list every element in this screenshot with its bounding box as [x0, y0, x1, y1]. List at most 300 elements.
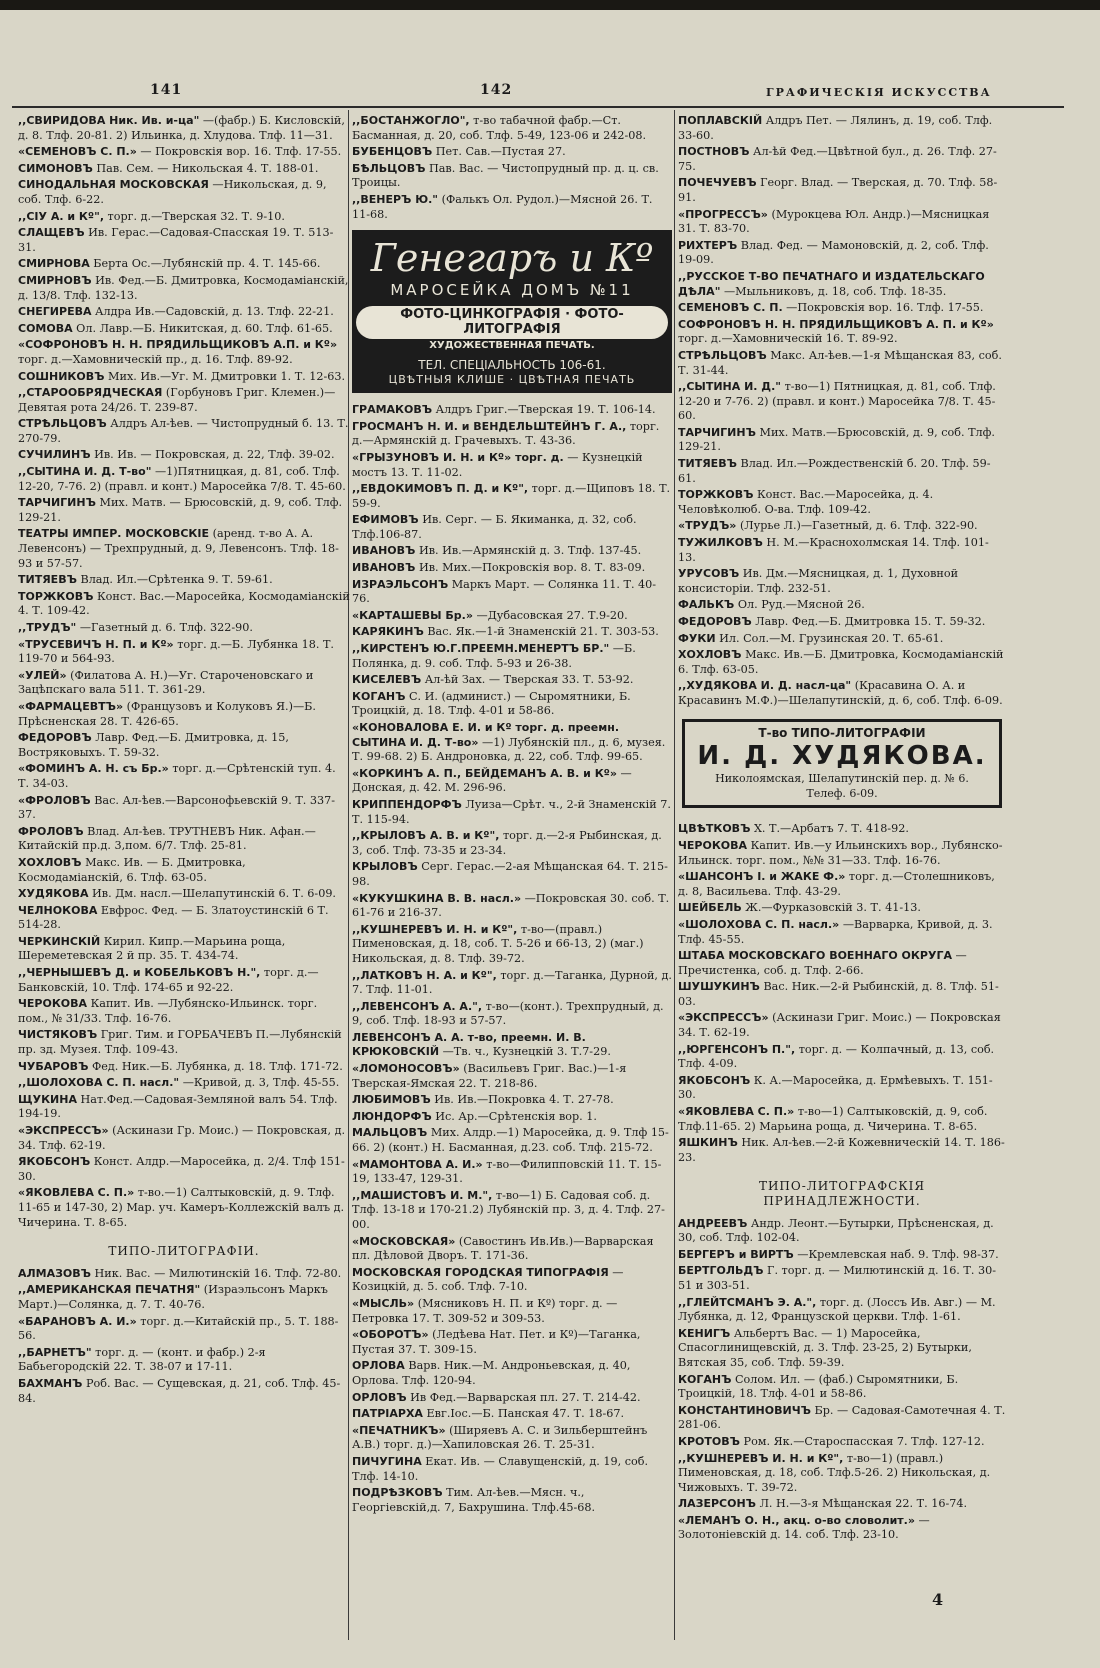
directory-entry: [678, 349, 1006, 378]
entry-name: ТИТЯЕВЪ: [678, 457, 737, 471]
entry-details: —Мыльниковъ, д. 18, соб. Тлф. 18-35.: [720, 284, 947, 298]
entry-name: ,,ШОЛОХОВА С. П. насл.": [18, 1076, 180, 1090]
directory-entry: [18, 386, 350, 415]
entry-name: «ГРЫЗУНОВЪ И. Н. и Кº» торг. д.: [352, 450, 564, 464]
directory-entry: [352, 1126, 672, 1155]
entry-details: —Козицкій, д. 5. соб. Тлф. 7-10.: [352, 1265, 624, 1294]
entry-name: СОМОВА: [18, 321, 73, 335]
entry-details: (Мясниковъ Н. П. и Кº) торг. д. —Петровка 17. Т. 309-52 и 309-53.: [352, 1296, 618, 1325]
entry-name: ХОХЛОВЪ: [18, 855, 82, 869]
directory-entry: [352, 1407, 672, 1422]
ad-specialty: СПЕЦІАЛЬНОСТЬ: [449, 357, 556, 372]
entry-name: СИНОДАЛЬНАЯ МОСКОВСКАЯ: [18, 178, 209, 192]
directory-entry: [18, 145, 350, 160]
directory-entry: [678, 176, 1006, 205]
section-heading-typo-litho: ТИПО-ЛИТОГРАФІИ.: [108, 1244, 260, 1259]
entry-details: Конст. Вас.—Маросейка, Космодаміанскій 4. Т. 109-42.: [18, 589, 350, 618]
directory-entry: [352, 1031, 672, 1060]
entry-details: Алдра Ив.—Садовскій, д. 13. Тлф. 22-21.: [91, 305, 334, 319]
directory-entry: [678, 318, 1006, 347]
directory-entry: [18, 527, 350, 571]
entry-details: — Кузнецкій мостъ 13. Т. 11-02.: [352, 450, 643, 479]
entry-details: (Французовъ и Колуковъ Я.)—Б. Прѣсненская 28. Т. 426-65.: [18, 699, 316, 728]
entry-details: Пав. Вас. — Чистопрудный пр. д. ц. св. Троицы.: [352, 161, 659, 190]
entry-details: —Дубасовская 27. Т.9-20.: [472, 608, 628, 622]
directory-entry: [18, 1377, 350, 1406]
entry-name: ФЕДОРОВЪ: [678, 615, 752, 628]
entry-name: СТРѢЛЬЦОВЪ: [678, 348, 767, 362]
directory-entry: [18, 210, 350, 225]
directory-entry: [678, 679, 1006, 708]
entry-name: «ЯКОВЛЕВА С. П.»: [18, 1186, 135, 1200]
entry-name: АНДРЕЕВЪ: [678, 1216, 748, 1230]
directory-entry: [352, 625, 672, 640]
directory-entry: [678, 1264, 1006, 1293]
directory-entry: [18, 856, 350, 885]
entry-name: ,,КИРСТЕНЪ Ю.Г.ПРЕЕМН.МЕНЕРТЪ БР.": [352, 642, 610, 656]
directory-entry: [678, 1248, 1006, 1263]
entry-details: К. А.—Маросейка, д. Ермѣевыхъ. Т. 151-30.: [678, 1073, 993, 1102]
entry-name: ШЕЙБЕЛЬ: [678, 901, 742, 915]
entry-details: —Никольская, д. 9, соб. Тлф. 6-22.: [18, 178, 327, 206]
entry-name: ИВАНОВЪ: [352, 561, 416, 575]
entry-details: Мих. Матв. — Брюсовскій, д. 9, соб. Тлф. 129-21.: [18, 496, 343, 524]
entry-details: Нат.Фед.—Садовая-Земляной валъ 54. Тлф. 194-19.: [18, 1092, 338, 1121]
entry-name: СИМОНОВЪ: [18, 161, 93, 175]
directory-entry: [18, 669, 350, 698]
entry-name: ШУШУКИНЪ: [678, 980, 760, 994]
entry-details: —Пречистенка, соб. д. Тлф. 2-66.: [678, 949, 967, 977]
ad-services: ФОТО-ЦИНКОГРАФІЯ · ФОТО-ЛИТОГРАФІЯ: [356, 306, 668, 339]
directory-entry: [678, 380, 1006, 424]
center-page-number: 142: [480, 82, 513, 98]
ad-company-name: Генегаръ и Кº: [370, 236, 654, 281]
entry-name: БѢЛЬЦОВЪ: [352, 161, 426, 175]
entry-name: «ЭКСПРЕССЪ»: [678, 1011, 769, 1025]
directory-entry: [352, 609, 672, 624]
entry-details: торг. д. (Лоссъ Ив. Авг.) — М. Лубянка, д. 12, Французской церкви. Тлф. 1-61.: [678, 1295, 996, 1324]
entry-name: ЧЕРКИНСКІЙ: [18, 934, 101, 948]
directory-entry: [18, 322, 350, 337]
directory-entry: [352, 892, 672, 921]
directory-entry: [352, 767, 672, 796]
directory-entry: [678, 949, 1006, 978]
directory-entry: [18, 621, 350, 636]
directory-entry: [18, 178, 350, 207]
entry-name: ПОСТНОВЪ: [678, 145, 750, 159]
entry-details: Ром. Як.—Староспасская 7. Тлф. 127-12.: [739, 1434, 985, 1448]
entry-details: Роб. Вас. — Сущевская, д. 21, соб. Тлф. 45-84.: [18, 1376, 341, 1405]
directory-entry: [678, 1043, 1006, 1072]
entry-details: Влад. Фед. — Мамоновскій, д. 2, соб. Тлф. 19-09.: [678, 238, 989, 267]
entry-details: —Донская, д. 42. М. 296-96.: [352, 766, 632, 795]
entry-details: —Покровскія вор. 16. Тлф. 17-55.: [782, 301, 984, 315]
entry-name: «ПЕЧАТНИКЪ»: [352, 1423, 446, 1437]
entry-details: Ив. Серг. — Б. Якиманка, д. 32, соб. Тлф.106-87.: [352, 513, 637, 541]
directory-entry: [18, 1283, 350, 1312]
column-3: [678, 114, 1006, 1634]
entry-details: Евфрос. Фед. — Б. Златоустинскій 6 Т. 514-28.: [18, 903, 329, 932]
entry-name: ПОПЛАВСКІЙ: [678, 114, 763, 127]
directory-entry: [352, 1486, 672, 1515]
entry-details: —Кремлевская наб. 9. Тлф. 98-37.: [793, 1247, 999, 1261]
entry-name: ,,СТАРООБРЯДЧЕСКАЯ: [18, 386, 163, 400]
directory-entry: [678, 1435, 1006, 1450]
entry-details: Вас. Ник.—2-й Рыбинскій, д. 8. Тлф. 51-03.: [678, 980, 999, 1008]
directory-entry: [678, 615, 1006, 630]
directory-entry: [352, 1110, 672, 1125]
entry-name: ЦВѢТКОВЪ: [678, 822, 751, 836]
entry-details: Влад. Ил.—Рождественскій б. 20. Тлф. 59-61.: [678, 457, 991, 485]
ad-phone: 106-61.: [559, 357, 606, 372]
entry-name: КРОТОВЪ: [678, 1434, 740, 1448]
entry-details: (Савостинъ Ив.Ив.)—Варварская пл. Дѣловой Дворъ. Т. 171-36.: [352, 1234, 654, 1263]
directory-entry: [352, 969, 672, 998]
directory-entry: [352, 403, 672, 418]
entry-name: ,,ТРУДЪ": [18, 621, 77, 634]
entry-details: торг. д. — (конт. и фабр.) 2-я Бабьегородскій 22. Т. 38-07 и 17-11.: [18, 1345, 266, 1374]
section-running-title: ГРАФИЧЕСКІЯ ИСКУССТВА: [766, 86, 992, 99]
entry-name: «БАРАНОВЪ А. И.»: [18, 1314, 137, 1328]
directory-entry: [678, 1497, 1006, 1512]
directory-entry: [18, 638, 350, 667]
entry-details: —Газетный д. 6. Тлф. 322-90.: [76, 621, 253, 634]
directory-entry: [352, 513, 672, 542]
entry-name: БУБЕНЦОВЪ: [352, 145, 433, 159]
entry-name: «СОФРОНОВЪ Н. Н. ПРЯДИЛЬЩИКОВЪ А.П. и Кº»: [18, 338, 338, 352]
entry-details: Алдръ Ал-ѣев. — Чистопрудный б. 13. Т. 270-79.: [18, 417, 349, 445]
entry-details: Алдръ Пет. — Лялинъ, д. 19, соб. Тлф. 33-60.: [678, 114, 993, 142]
directory-page: [0, 10, 1100, 1668]
entry-details: Ж.—Фурказовскій 3. Т. 41-13.: [741, 901, 921, 915]
directory-entry: [18, 1155, 350, 1184]
entry-name: ТАРЧИГИНЪ: [18, 496, 96, 510]
entry-details: Маркъ Март. — Солянка 11. Т. 40-76.: [352, 577, 657, 606]
directory-entry: [352, 1328, 672, 1357]
entry-list: [352, 403, 672, 1515]
entry-details: Ис. Ар.—Срѣтенскія вор. 1.: [431, 1109, 597, 1123]
entry-name: ,,СЫТИНА И. Д. Т-во": [18, 465, 152, 479]
directory-entry: [18, 573, 350, 588]
entry-name: БЕРГЕРЪ и ВИРТЪ: [678, 1247, 794, 1261]
entry-details: торг. д.—Срѣтенскій туп. 4. Т. 34-03.: [18, 762, 336, 790]
entry-name: ФЕДОРОВЪ: [18, 731, 92, 745]
entry-details: торг. д.—Б. Лубянка 18. Т. 119-70 и 564-93.: [18, 637, 334, 666]
entry-name: ШТАБА МОСКОВСКАГО ВОЕННАГО ОКРУГА: [678, 949, 952, 963]
entry-details: Макс. Ив. — Б. Дмитровка, Космодаміанскій, 6. Тлф. 63-05.: [18, 855, 246, 884]
entry-details: Ив. Мих.—Покровскія вор. 8. Т. 83-09.: [415, 561, 646, 575]
directory-entry: [18, 257, 350, 272]
entry-name: ЩУКИНА: [18, 1092, 77, 1106]
directory-entry: [678, 648, 1006, 677]
entry-details: Ал-ѣй Фед.—Цвѣтной бул., д. 26. Тлф. 27-75.: [678, 145, 997, 173]
entry-name: ОРЛОВА: [352, 1359, 405, 1373]
entry-name: ПОЧЕЧУЕВЪ: [678, 176, 757, 190]
directory-entry: [352, 578, 672, 607]
directory-entry: [678, 918, 1006, 947]
entry-name: «УЛЕЙ»: [18, 668, 67, 682]
entry-details: Ил. Сол.—М. Грузинская 20. Т. 65-61.: [715, 631, 944, 645]
entry-name: «ФАРМАЦЕВТЪ»: [18, 699, 124, 713]
ad2-line2: И. Д. ХУДЯКОВА.: [697, 741, 987, 772]
column-1: [18, 114, 350, 1634]
directory-entry: [678, 1296, 1006, 1325]
entry-name: «КАРТАШЕВЫ Бр.»: [352, 608, 473, 622]
entry-name: «ЭКСПРЕССЪ»: [18, 1124, 109, 1137]
directory-entry: [678, 1452, 1006, 1496]
entry-details: Луиза—Срѣт. ч., 2-й Знаменскій 7. Т. 115-94.: [352, 797, 671, 826]
entry-details: торг. д.—Хамовническій пр., д. 16. Тлф. 89-92.: [18, 352, 293, 366]
entry-details: торг. д. — Колпачный, д. 13, соб. Тлф. 4-09.: [678, 1042, 995, 1071]
entry-name: ,,БОСТАНЖОГЛО",: [352, 114, 470, 127]
entry-name: «ЛЕМАНЪ О. Н., акц. о-во словолит.»: [678, 1513, 915, 1527]
entry-details: торг. д.—Хамовническій 16. Т. 89-92.: [678, 332, 898, 346]
ad-art-print: ХУДОЖЕСТВЕННАЯ ПЕЧАТЬ.: [429, 340, 595, 352]
entry-details: (Ширяевъ А. С. и Зильберштейнъ А.В.) торг. д.)—Хапиловская 26. Т. 25-31.: [352, 1423, 648, 1452]
directory-entry: [18, 700, 350, 729]
entry-details: Ив Фед.—Варварская пл. 27. Т. 214-42.: [406, 1390, 641, 1404]
entry-name: АЛМАЗОВЪ: [18, 1266, 91, 1280]
directory-entry: [18, 162, 350, 177]
entry-name: СНЕГИРЕВА: [18, 305, 92, 319]
entry-details: Ив. Дм.—Мясницкая, д. 1, Духовной консисторіи. Тлф. 232-51.: [678, 567, 959, 595]
directory-entry: [352, 1235, 672, 1264]
entry-details: Мих. Ив.—Уг. М. Дмитровки 1. Т. 12-63.: [104, 369, 346, 383]
directory-entry: [18, 887, 350, 902]
entry-name: ФУКИ: [678, 631, 716, 645]
entry-name: СТРѢЛЬЦОВЪ: [18, 417, 107, 431]
entry-name: ,,КУШНЕРЕВЪ И. Н. и Кº",: [352, 922, 518, 936]
directory-entry: [678, 1011, 1006, 1040]
entry-details: Пет. Сав.—Пустая 27.: [432, 145, 566, 159]
directory-entry: [352, 1455, 672, 1484]
entry-name: КИСЕЛЕВЪ: [352, 673, 422, 687]
directory-entry: [678, 457, 1006, 486]
entry-name: ПОДРѢЗКОВЪ: [352, 1486, 443, 1500]
directory-entry: [18, 338, 350, 367]
entry-name: ИВАНОВЪ: [352, 544, 416, 558]
entry-details: торг. д.—2-я Рыбинская, д. 3, соб. Тлф. 73-35 и 23-34.: [352, 829, 662, 857]
entry-list: [18, 114, 350, 1230]
entry-name: СЕМЕНОВЪ С. П.: [678, 301, 783, 315]
entry-details: Капит. Ив. —Лубянско-Ильинск. торг. пом., № 31/33. Тлф. 16-76.: [18, 997, 318, 1025]
entry-details: Альбертъ Вас. — 1) Маросейка, Спасоглинищевскій, д. 3. Тлф. 23-25, 2) Бутырки, Вятская 35, соб. Тлф. 59-39.: [678, 1326, 972, 1369]
entry-details: (Ледѣева Нат. Пет. и Кº)—Таганка, Пустая 37. Т. 309-15.: [352, 1328, 641, 1356]
entry-name: КОГАНЪ: [352, 689, 406, 703]
entry-name: ,,ЕВДОКИМОВЪ П. Д. и Кº",: [352, 482, 529, 496]
entry-details: т-во—1) Б. Садовая соб. д. Тлф. 13-18 и 170-21.2) Лубянскій пр. 3, д. 4. Тлф. 27-00.: [352, 1188, 665, 1231]
entry-details: Тим. Ал-ѣев.—Мясн. ч., Георгіевскій,д. 7, Бахрушина. Тлф.45-68.: [352, 1486, 596, 1514]
directory-entry: [678, 239, 1006, 268]
directory-entry: [678, 822, 1006, 837]
directory-entry: [18, 448, 350, 463]
directory-entry: [18, 465, 350, 494]
directory-entry: [678, 1327, 1006, 1371]
entry-details: Георг. Влад. — Тверская, д. 70. Тлф. 58-91.: [678, 176, 998, 204]
entry-name: ЧЕЛНОКОВА: [18, 903, 98, 917]
ad-address: МАРОСЕЙКА ДОМЪ №11: [390, 281, 634, 300]
entry-name: ,,ЮРГЕНСОНЪ П.",: [678, 1042, 796, 1056]
directory-entry: [352, 798, 672, 827]
entry-details: Берта Ос.—Лубянскій пр. 4. Т. 145-66.: [89, 257, 321, 271]
directory-entry: [18, 114, 350, 143]
entry-name: КРИППЕНДОРФЪ: [352, 797, 462, 811]
entry-list: [678, 1217, 1006, 1543]
directory-entry: [18, 966, 350, 995]
directory-entry: [678, 1136, 1006, 1165]
entry-name: КРЫЛОВЪ: [352, 860, 418, 874]
entry-name: ,,КУШНЕРЕВЪ И. Н. и Кº",: [678, 1451, 844, 1465]
entry-details: торг. д.—Столешниковъ, д. 8, Васильева. Тлф. 43-29.: [678, 870, 995, 898]
entry-name: ТУЖИЛКОВЪ: [678, 536, 763, 550]
entry-name: «МЫСЛЬ»: [352, 1296, 415, 1310]
directory-entry: [18, 1267, 350, 1282]
directory-entry: [352, 420, 672, 449]
entry-details: Макс. Ив.—Б. Дмитровка, Космодаміанскій 6. Тлф. 63-05.: [678, 648, 1004, 676]
directory-entry: [18, 274, 350, 303]
entry-name: «МОСКОВСКАЯ»: [352, 1234, 456, 1248]
entry-name: ЧЕРОКОВА: [18, 997, 88, 1011]
directory-entry: [352, 1189, 672, 1233]
entry-details: Григ. Тим. и ГОРБАЧЕВЪ П.—Лубянскій пр. зд. Музея. Тлф. 109-43.: [18, 1028, 342, 1057]
directory-entry: [18, 762, 350, 791]
entry-details: Х. Т.—Арбатъ 7. Т. 418-92.: [750, 822, 909, 836]
entry-details: —Тв. ч., Кузнецкій 3. Т.7-29.: [439, 1045, 611, 1059]
directory-entry: [678, 536, 1006, 565]
entry-details: торг. д.—Армянскій д. Грачевыхъ. Т. 43-36.: [352, 419, 660, 448]
entry-details: торг. д.—Таганка, Дурной, д. 7. Тлф. 11-01.: [352, 968, 672, 997]
entry-details: (Васильевъ Григ. Вас.)—1-я Тверская-Ямская 22. Т. 218-86.: [352, 1062, 627, 1090]
entry-details: торг. д.—Тверская 32. Т. 9-10.: [104, 209, 285, 223]
entry-details: (Фалькъ Ол. Рудол.)—Мясной 26. Т. 11-68.: [352, 192, 653, 221]
entry-details: Ник. Ал-ѣев.—2-й Кожевническій 14. Т. 186-23.: [678, 1136, 1005, 1164]
entry-details: Андр. Леонт.—Бутырки, Прѣсненская, д. 30, соб. Тлф. 102-04.: [678, 1216, 994, 1245]
entry-name: ,,МАШИСТОВЪ И. М.",: [352, 1188, 493, 1202]
entry-name: КАРЯКИНЪ: [352, 625, 424, 639]
entry-details: Мих. Алдр.—1) Маросейка, д. 9. Тлф 15-66. 2) (конт.) Н. Басманная, д.23. соб. Тлф. 215-72.: [352, 1126, 669, 1155]
directory-entry: [678, 1217, 1006, 1246]
directory-entry: [352, 721, 672, 765]
entry-details: Лавр. Фед.—Б. Дмитровка 15. Т. 59-32.: [751, 615, 986, 628]
entry-name: КЕНИГЪ: [678, 1326, 731, 1340]
entry-details: —Золотоніевскій д. 14. соб. Тлф. 23-10.: [678, 1513, 930, 1542]
directory-entry: [18, 1315, 350, 1344]
directory-entry: [678, 567, 1006, 596]
directory-entry: [18, 997, 350, 1026]
entry-details: (Лурье Л.)—Газетный, д. 6. Тлф. 322-90.: [736, 519, 978, 533]
entry-name: МОСКОВСКАЯ ГОРОДСКАЯ ТИПОГРАФІЯ: [352, 1265, 609, 1279]
entry-name: ЛЕВЕНСОНЪ А. А. т-во, преемн. И. В. КРЮКОВСКІЙ: [352, 1030, 586, 1059]
column-divider-2: [674, 110, 675, 1640]
directory-entry: [18, 731, 350, 760]
entry-details: Солом. Ил. — (фаб.) Сыромятники, Б. Троицкій, 18. Тлф. 4-01 и 58-86.: [678, 1372, 959, 1401]
directory-entry: [352, 482, 672, 511]
entry-details: т-во—1) (правл.) Пименовская, д. 18, соб. Тлф.5-26. 2) Никольская, д. Чижовыхъ. Т. 39-72.: [678, 1451, 991, 1494]
entry-details: Ник. Вас. — Милютинскій 16. Тлф. 72-80.: [91, 1266, 342, 1280]
directory-entry: [352, 1359, 672, 1388]
entry-name: ГРОСМАНЪ Н. И. и ВЕНДЕЛЬШТЕЙНЪ Г. А.,: [352, 419, 627, 433]
entry-name: ХУДЯКОВА: [18, 887, 89, 901]
entry-details: Конст. Вас.—Маросейка, д. 4. Человѣколюб. О-ва. Тлф. 109-42.: [678, 488, 934, 516]
entry-name: ,,СЫТИНА И. Д.": [678, 380, 782, 394]
directory-entry: [352, 1424, 672, 1453]
entry-name: «КУКУШКИНА В. В. насл.»: [352, 891, 522, 905]
directory-entry: [352, 642, 672, 671]
entry-name: БАХМАНЪ: [18, 1376, 83, 1390]
directory-entry: [352, 114, 672, 143]
directory-entry: [18, 226, 350, 255]
entry-name: ,,ЛАТКОВЪ Н. А. и Кº",: [352, 968, 497, 982]
entry-details: Вас. Ал-ѣев.—Варсонофьевскій 9. Т. 337-37.: [18, 793, 336, 822]
entry-name: ТЕАТРЫ ИМПЕР. МОСКОВСКІЕ: [18, 527, 210, 541]
left-page-number: 141: [150, 82, 183, 98]
directory-entry: [352, 1158, 672, 1187]
directory-entry: [352, 1297, 672, 1326]
directory-entry: [678, 114, 1006, 143]
directory-entry: [678, 1514, 1006, 1543]
entry-name: «ПРОГРЕССЪ»: [678, 207, 768, 221]
entry-name: «ТРУДЪ»: [678, 519, 737, 533]
entry-details: С. И. (админист.) — Сыромятники, Б. Троицкій, д. 18. Тлф. 4-01 и 58-86.: [352, 689, 631, 718]
entry-details: —Покровская 30. соб. Т. 61-76 и 216-37.: [352, 891, 670, 920]
directory-entry: [352, 829, 672, 858]
entry-details: Ив. Ив.—Покровка 4. Т. 27-78.: [430, 1093, 614, 1107]
entry-name: ТАРЧИГИНЪ: [678, 425, 756, 439]
entry-name: СОШНИКОВЪ: [18, 369, 105, 383]
header-rule: [12, 106, 1064, 108]
entry-list: [678, 822, 1006, 1165]
directory-entry: [352, 561, 672, 576]
directory-entry: [352, 673, 672, 688]
directory-entry: [18, 1060, 350, 1075]
entry-details: Ив. Ив.—Армянскій д. 3. Тлф. 137-45.: [415, 544, 642, 558]
entry-name: «КОРКИНЪ А. П., БЕЙДЕМАНЪ А. В. и Кº»: [352, 766, 617, 780]
entry-name: ИЗРАЭЛЬСОНЪ: [352, 577, 449, 591]
entry-details: Г. торг. д. — Милютинскій д. 16. Т. 30-51 и 303-51.: [678, 1264, 997, 1292]
entry-details: — Покровскія вор. 16. Тлф. 17-55.: [136, 145, 342, 159]
directory-entry: [352, 193, 672, 222]
entry-name: ,,ЛЕВЕНСОНЪ А. А.",: [352, 999, 483, 1013]
entry-details: Конст. Алдр.—Маросейка, д. 2/4. Тлф 151-30.: [18, 1155, 345, 1183]
directory-entry: [678, 208, 1006, 237]
entry-list: [352, 114, 672, 222]
entry-details: Алдръ Григ.—Тверская 19. Т. 106-14.: [432, 403, 656, 417]
directory-entry: [678, 598, 1006, 613]
entry-name: ЧИСТЯКОВЪ: [18, 1028, 98, 1042]
entry-name: ,,ВЕНЕРЪ Ю.": [352, 192, 439, 206]
entry-name: ,,ГЛЕЙТСМАНЪ Э. А.",: [678, 1295, 817, 1309]
entry-details: (Филатова А. Н.)—Уг. Староченовскаго и Зацѣпскаго вала 511. Т. 361-29.: [18, 668, 314, 697]
entry-details: т-во табачной фабр.—Ст. Басманная, д. 20, соб. Тлф. 5-49, 123-06 и 242-08.: [352, 114, 647, 142]
entry-details: (Мурокцева Юл. Андр.)—Мясницкая 31. Т. 83-70.: [678, 207, 990, 236]
entry-name: «ЯКОВЛЕВА С. П.»: [678, 1105, 795, 1119]
entry-name: «ОБОРОТЪ»: [352, 1328, 429, 1342]
entry-name: ,,ХУДЯКОВА И. Д. насл-ца": [678, 679, 852, 693]
entry-details: —1) Лубянскій пл., д. 6, музея. Т. 99-68. 2) Б. Андроновка, д. 22, соб. Тлф. 99-65.: [352, 735, 666, 764]
entry-name: ФРОЛОВЪ: [18, 824, 84, 838]
entry-name: БЕРТГОЛЬДЪ: [678, 1264, 764, 1278]
entry-name: ,,СВИРИДОВА Ник. Ив. и-ца": [18, 114, 200, 127]
directory-entry: [18, 1346, 350, 1375]
entry-name: ЧУБАРОВЪ: [18, 1059, 89, 1073]
khudyakov-advertisement: [682, 719, 1002, 809]
directory-entry: [678, 1074, 1006, 1103]
entry-name: ОРЛОВЪ: [352, 1390, 407, 1404]
entry-details: Кирил. Кипр.—Марьина роща, Шереметевская 2 й пр. 35. Т. 434-74.: [18, 934, 286, 963]
entry-name: «ШОЛОХОВА С. П. насл.»: [678, 917, 840, 931]
ad2-line1: Т-во ТИПО-ЛИТОГРАФІИ: [758, 725, 926, 740]
entry-list: [678, 114, 1006, 709]
